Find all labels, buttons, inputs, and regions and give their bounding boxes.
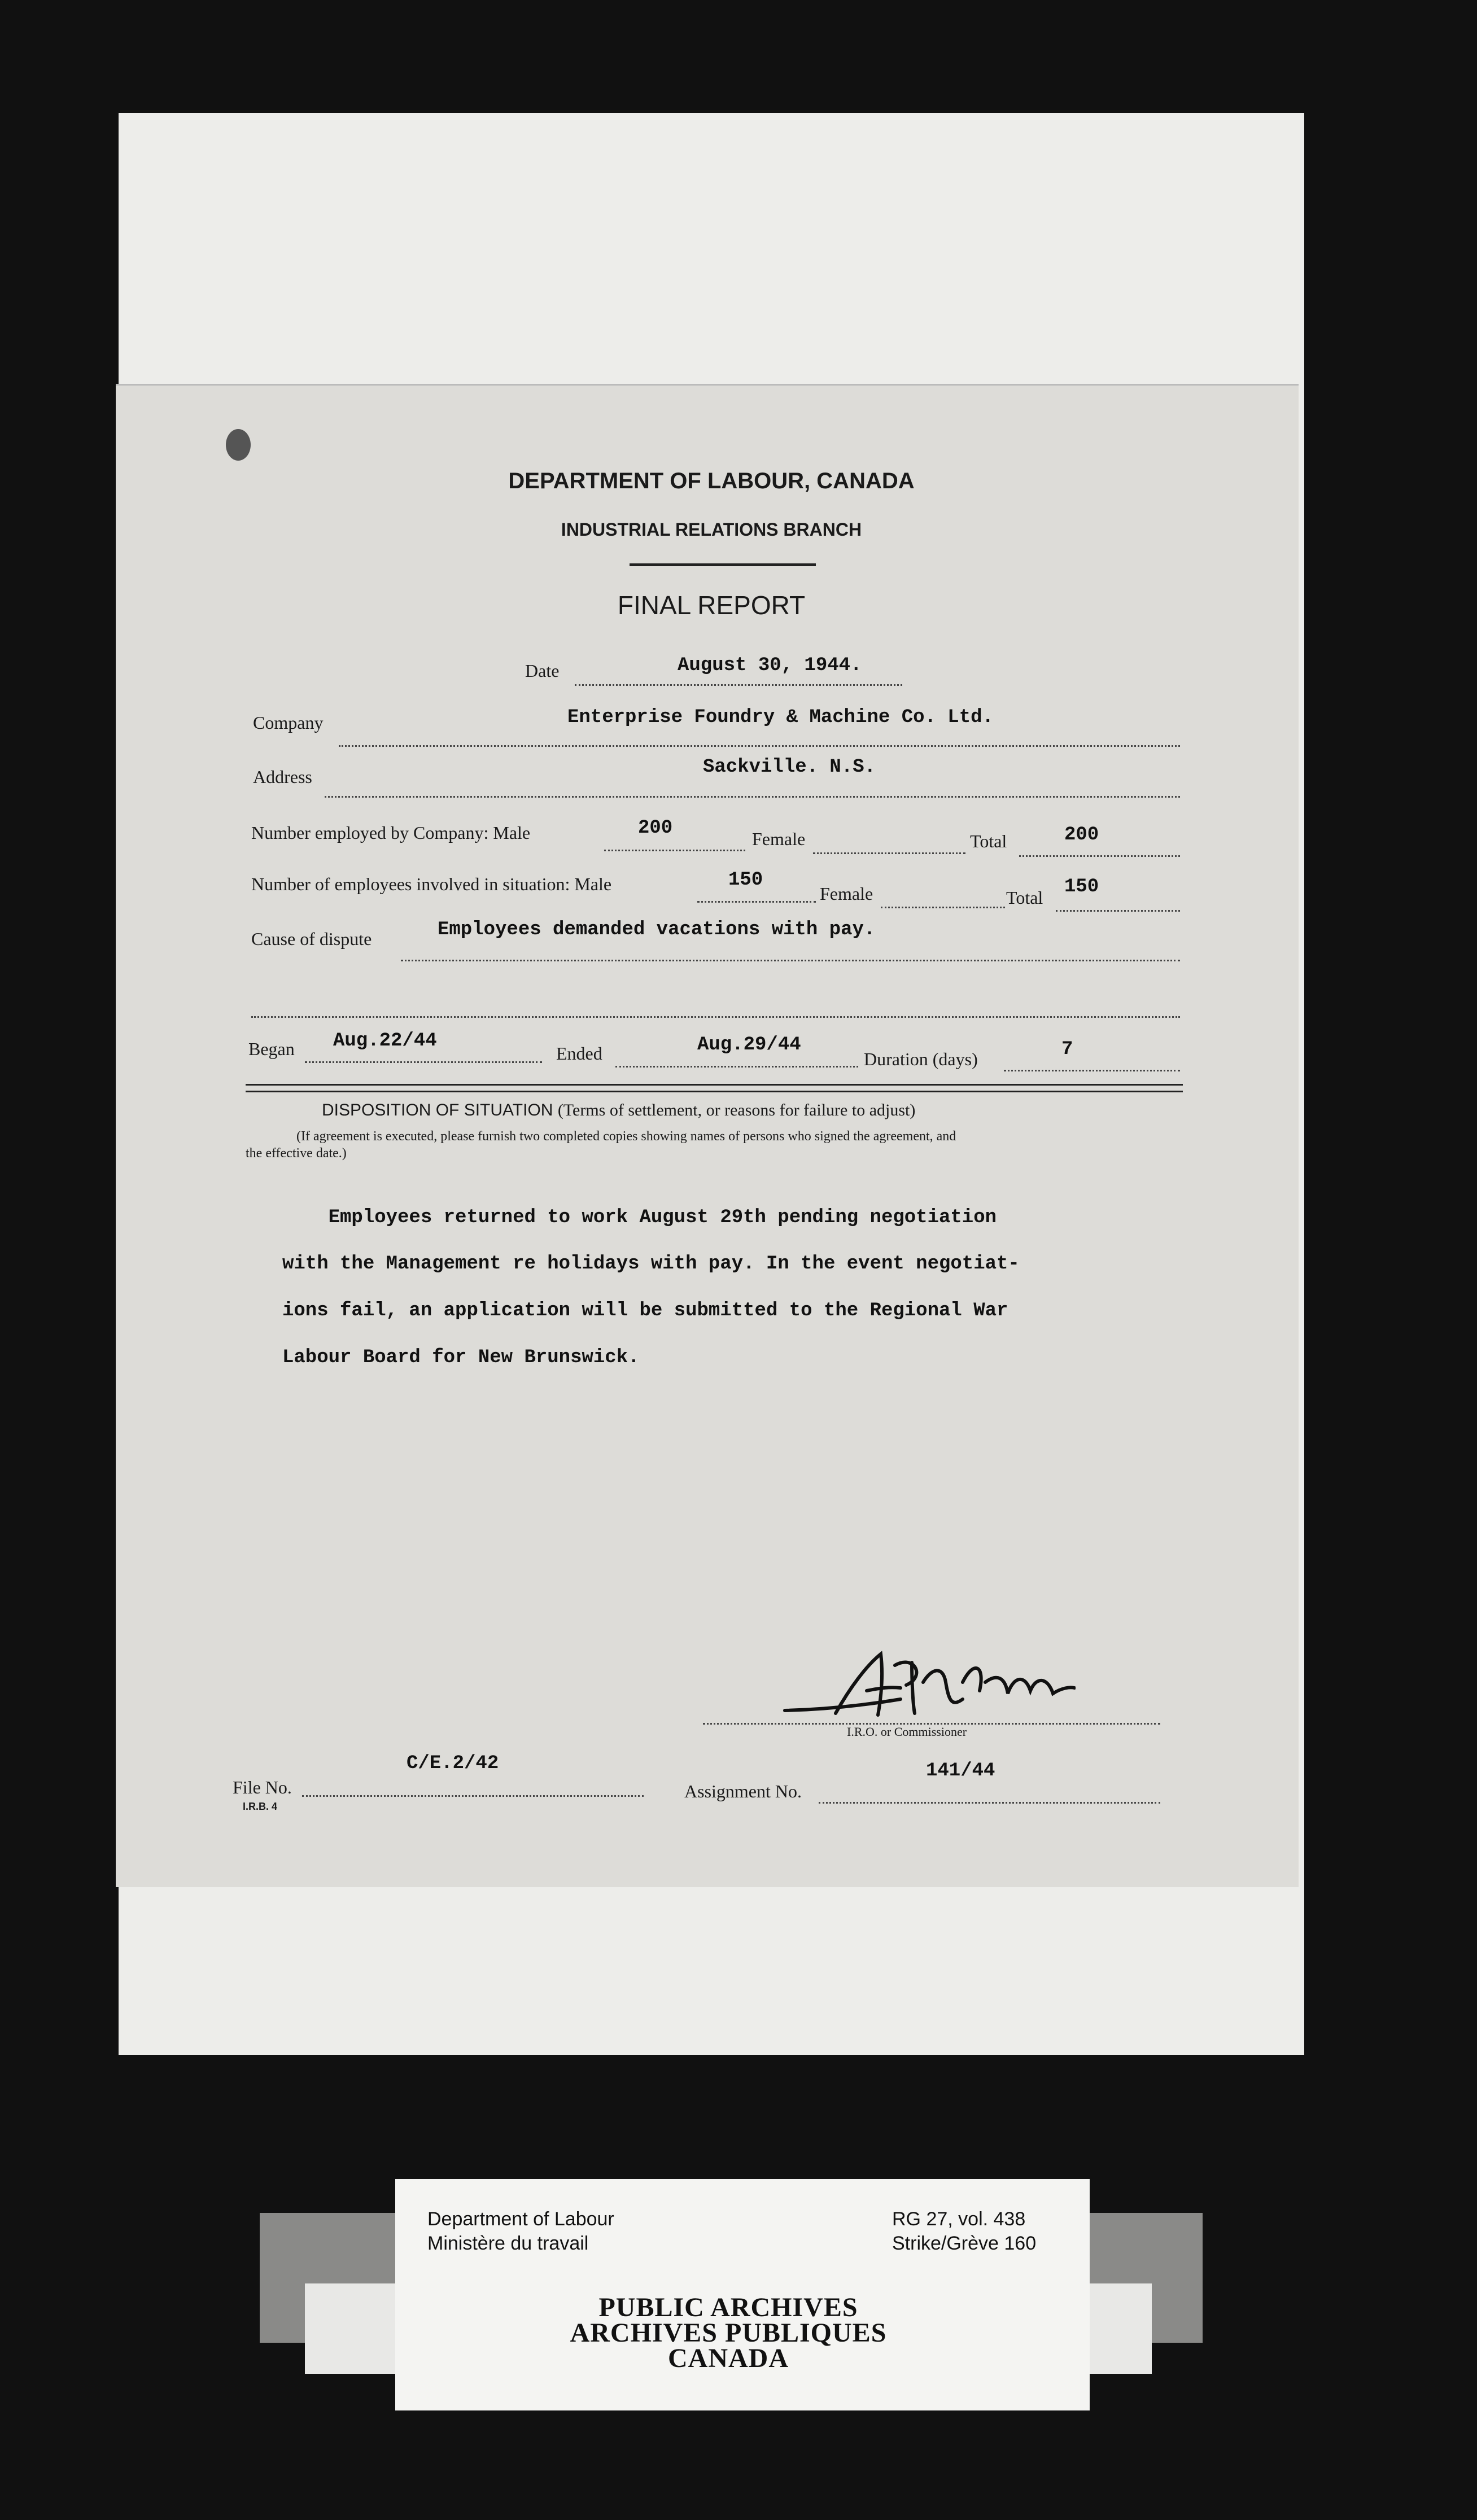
employed-female-label: Female (752, 829, 806, 849)
involved-female-line (881, 907, 1005, 908)
assignment-number-label: Assignment No. (684, 1781, 802, 1801)
punch-hole (226, 429, 251, 461)
date-label: Date (525, 660, 560, 681)
file-number-line (302, 1795, 644, 1797)
archive-dept-en: Department of Labour (427, 2208, 614, 2230)
employed-male-value: 200 (638, 817, 673, 839)
ended-line (615, 1066, 858, 1068)
archive-stamp-line-1: PUBLIC ARCHIVES (598, 2292, 858, 2322)
involved-label: Number of employees involved in situation: Male (251, 874, 612, 894)
assignment-number-value: 141/44 (926, 1760, 995, 1782)
disposition-line-2: with the Management re holidays with pay. In the event negotiat- (282, 1253, 1020, 1275)
company-line (339, 745, 1180, 747)
began-line (305, 1061, 542, 1063)
company-value: Enterprise Foundry & Machine Co. Ltd. (567, 707, 994, 728)
employed-total-label: Total (970, 831, 1007, 851)
address-value: Sackville. N.S. (703, 756, 876, 778)
employed-label: Number employed by Company: Male (251, 823, 531, 843)
file-number-label: File No. (233, 1777, 292, 1797)
disposition-instruction-2: the effective date.) (246, 1146, 347, 1161)
cause-label: Cause of dispute (251, 929, 372, 949)
address-label: Address (253, 767, 312, 787)
disposition-line-1: Employees returned to work August 29th pending negotiation (282, 1207, 997, 1228)
duration-line (1004, 1070, 1180, 1071)
header-divider (630, 563, 816, 566)
employed-total-line (1019, 855, 1180, 857)
began-value: Aug.22/44 (333, 1030, 437, 1052)
archive-stamp-line-2: ARCHIVES PUBLIQUES (570, 2318, 887, 2348)
began-label: Began (248, 1039, 295, 1059)
report-title: FINAL REPORT (617, 590, 806, 620)
employed-female-line (813, 852, 965, 854)
department-heading: DEPARTMENT OF LABOUR, CANADA (508, 469, 915, 493)
branch-heading: INDUSTRIAL RELATIONS BRANCH (561, 519, 862, 540)
disposition-heading-note: (Terms of settlement, or reasons for failure to adjust) (557, 1101, 916, 1119)
address-line (325, 796, 1180, 798)
cause-line-1 (401, 960, 1180, 961)
cause-line-2 (251, 1016, 1180, 1018)
date-line (575, 684, 902, 686)
file-number-value: C/E.2/42 (407, 1753, 499, 1774)
involved-total-line (1056, 910, 1180, 912)
ended-value: Aug.29/44 (697, 1034, 801, 1056)
involved-total-value: 150 (1064, 876, 1099, 898)
duration-label: Duration (days) (864, 1049, 978, 1069)
ended-label: Ended (556, 1043, 602, 1064)
involved-male-line (697, 901, 816, 903)
archive-ref-strike: Strike/Grève 160 (892, 2233, 1037, 2254)
date-value: August 30, 1944. (678, 655, 862, 676)
officer-label: I.R.O. or Commissioner (847, 1725, 967, 1739)
archive-dept-fr: Ministère du travail (427, 2233, 589, 2254)
archive-stamp-line-3: CANADA (668, 2343, 789, 2373)
involved-total-label: Total (1006, 887, 1043, 908)
cause-value: Employees demanded vacations with pay. (438, 919, 876, 940)
assignment-number-line (819, 1802, 1160, 1804)
handwritten-signature (782, 1643, 1076, 1727)
involved-female-label: Female (820, 883, 873, 904)
disposition-heading (322, 1101, 915, 1120)
involved-male-value: 150 (728, 869, 763, 891)
duration-value: 7 (1061, 1039, 1073, 1060)
disposition-line-3: ions fail, an application will be submitted to the Regional War (282, 1300, 1008, 1322)
disposition-line-4: Labour Board for New Brunswick. (282, 1347, 640, 1368)
section-divider-2 (246, 1091, 1183, 1092)
disposition-heading-text: DISPOSITION OF SITUATION (322, 1101, 553, 1119)
employed-total-value: 200 (1064, 824, 1099, 846)
archive-ref-volume: RG 27, vol. 438 (892, 2208, 1026, 2230)
employed-male-line (604, 850, 745, 851)
company-label: Company (253, 712, 324, 733)
section-divider-1 (246, 1084, 1183, 1086)
disposition-instruction-1: (If agreement is executed, please furnish two completed copies showing names of persons who signed the agreement, and (296, 1129, 956, 1144)
form-code: I.R.B. 4 (243, 1801, 278, 1812)
